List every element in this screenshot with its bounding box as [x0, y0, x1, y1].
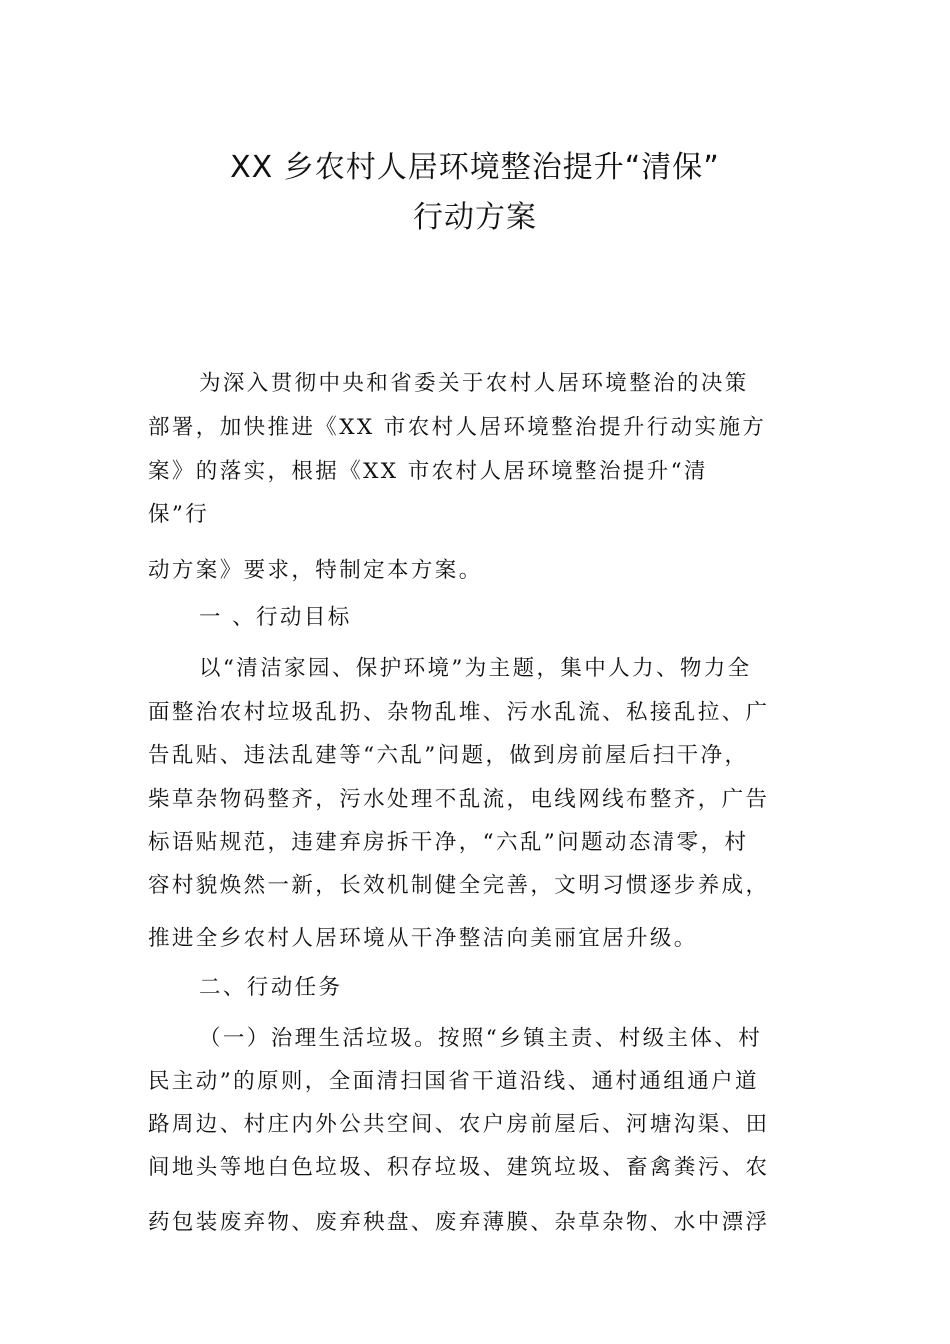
- section-heading: 一 、行动目标: [199, 605, 352, 630]
- document-title-line-2: 行动方案: [413, 200, 537, 235]
- body-line: 保”行: [148, 502, 210, 527]
- body-line: 标语贴规范，违建弃房拆干净，“六乱”问题动态清零，村: [148, 830, 749, 855]
- body-line: 药包装废弃物、废弃秧盘、废弃薄膜、杂草杂物、水中漂浮: [148, 1210, 770, 1235]
- body-line: 间地头等地白色垃圾、积存垃圾、建筑垃圾、畜禽粪污、农: [148, 1155, 770, 1180]
- body-line: 路周边、村庄内外公共空间、农户房前屋后、河塘沟渠、田: [148, 1112, 770, 1137]
- body-line: 告乱贴、违法乱建等“六乱”问题，做到房前屋后扫干净，: [148, 743, 749, 768]
- section-heading: 二、行动任务: [199, 975, 343, 1000]
- body-line: 部署，加快推进《XX 市农村人居环境整治提升行动实施方: [148, 415, 767, 440]
- body-line: 案》的落实，根据《XX 市农村人居环境整治提升“清: [148, 459, 708, 484]
- body-line: （一）治理生活垃圾。按照“乡镇主责、村级主体、村: [199, 1026, 763, 1051]
- body-line: 动方案》要求，特制定本方案。: [148, 558, 483, 583]
- body-line: 容村貌焕然一新，长效机制健全完善，文明习惯逐步养成，: [148, 873, 770, 898]
- body-line: 推进全乡农村人居环境从干净整洁向美丽宜居升级。: [148, 926, 698, 951]
- body-line: 民主动”的原则，全面清扫国省干道沿线、通村通组通户道: [148, 1069, 759, 1094]
- body-line: 以“清洁家园、保护环境”为主题，集中人力、物力全: [199, 656, 752, 681]
- body-line: 为深入贯彻中央和省委关于农村人居环境整治的决策: [199, 371, 749, 396]
- document-title-line-1: XX 乡农村人居环境整治提升“清保”: [230, 150, 720, 185]
- body-line: 柴草杂物码整齐，污水处理不乱流，电线网线布整齐，广告: [148, 787, 770, 812]
- body-line: 面整治农村垃圾乱扔、杂物乱堆、污水乱流、私接乱拉、广: [148, 700, 770, 725]
